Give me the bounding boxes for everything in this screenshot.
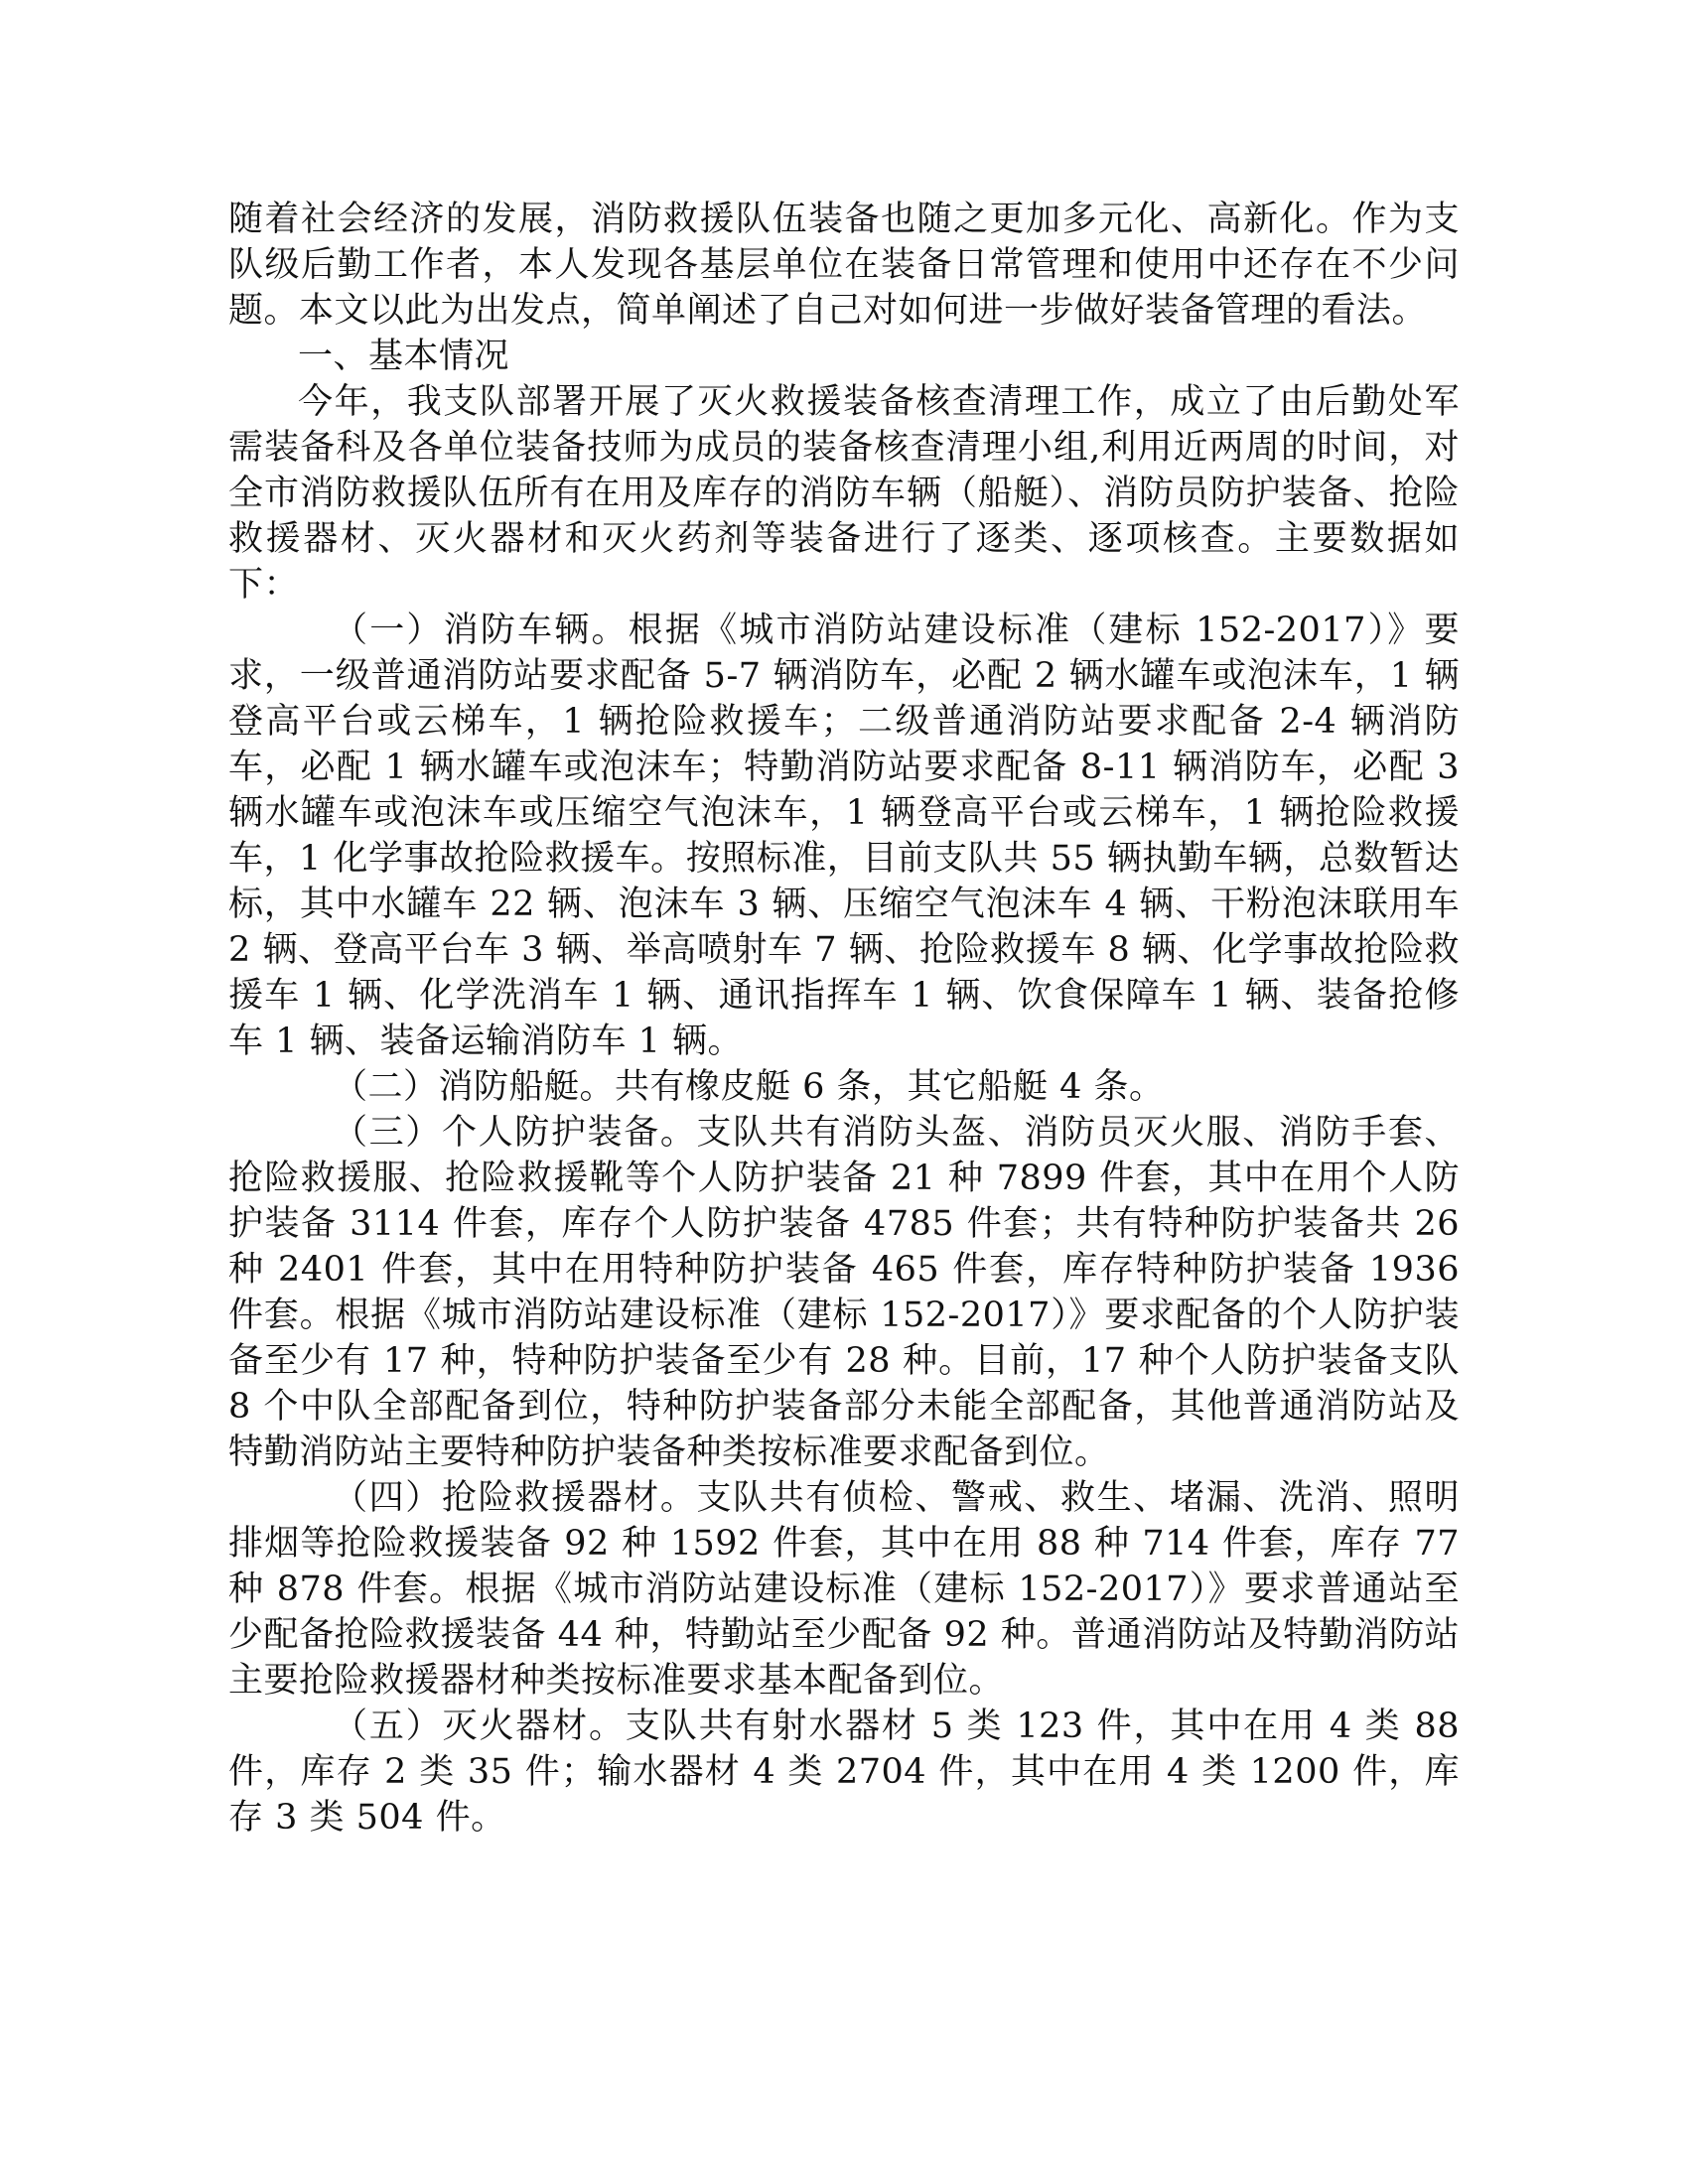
item-fire-boats: （二）消防船艇。共有橡皮艇 6 条，其它船艇 4 条。 [333, 1067, 1165, 1107]
section-body-paragraph: 今年，我支队部署开展了灭火救援装备核查清理工作，成立了由后勤处军需装备科及各单位装备技师为成员的装备核查清理小组,利用近两周的时间，对全市消防救援队伍所有在用及库存的消防车辆（船艇）、消防员防护装备、抢险救援器材、灭火器材和灭火药剂等装备进行了逐类、逐项核查。主要数据如下： [228, 382, 1460, 605]
item-firefighting-equipment: （五）灭火器材。支队共有射水器材 5 类 123 件，其中在用 4 类 88 件，库存 2 类 35 件；输水器材 4 类 2704 件，其中在用 4 类 1200 件，库存 3 类 504 件。 [228, 1706, 1460, 1838]
intro-paragraph: 随着社会经济的发展，消防救援队伍装备也随之更加多元化、高新化。作为支队级后勤工作者，本人发现各基层单位在装备日常管理和使用中还存在不少问题。本文以此为出发点，简单阐述了自己对如何进一步做好装备管理的看法。 [228, 200, 1460, 331]
document-page [228, 197, 1460, 1841]
item-personal-protective-equipment: （三）个人防护装备。支队共有消防头盔、消防员灭火服、消防手套、抢险救援服、抢险救援靴等个人防护装备 21 种 7899 件套，其中在用个人防护装备 3114 件套，库存个人防护装备 4785 件套；共有特种防护装备共 26 种 2401 件套，其中在用特种防护装备 465 件套，库存特种防护装备 1936 件套。根据《城市消防站建设标准（建标 152-2017）》要求配备的个人防护装备至少有 17 种，特种防护装备至少有 28 种。目前，17 种个人防护装备支队 8 个中队全部配备到位，特种防护装备部分未能全部配备，其他普通消防站及特勤消防站主要特种防护装备种类按标准要求配备到位。 [228, 1113, 1460, 1472]
item-fire-vehicles: （一）消防车辆。根据《城市消防站建设标准（建标 152-2017）》要求，一级普通消防站要求配备 5-7 辆消防车，必配 2 辆水罐车或泡沫车，1 辆登高平台或云梯车，1 辆抢险救援车；二级普通消防站要求配备 2-4 辆消防车，必配 1 辆水罐车或泡沫车；特勤消防站要求配备 8-11 辆消防车，必配 3 辆水罐车或泡沫车或压缩空气泡沫车，1 辆登高平台或云梯车，1 辆抢险救援车，1 化学事故抢险救援车。按照标准，目前支队共 55 辆执勤车辆，总数暂达标，其中水罐车 22 辆、泡沫车 3 辆、压缩空气泡沫车 4 辆、干粉泡沫联用车 2 辆、登高平台车 3 辆、举高喷射车 7 辆、抢险救援车 8 辆、化学事故抢险救援车 1 辆、化学洗消车 1 辆、通讯指挥车 1 辆、饮食保障车 1 辆、装备抢修车 1 辆、装备运输消防车 1 辆。 [228, 611, 1460, 1061]
section-heading-basic-situation: 一、基本情况 [298, 337, 510, 376]
item-rescue-equipment: （四）抢险救援器材。支队共有侦检、警戒、救生、堵漏、洗消、照明排烟等抢险救援装备 92 种 1592 件套，其中在用 88 种 714 件套，库存 77 种 878 件套。根据《城市消防站建设标准（建标 152-2017）》要求普通站至少配备抢险救援装备 44 种，特勤站至少配备 92 种。普通消防站及特勤消防站主要抢险救援器材种类按标准要求基本配备到位。 [228, 1478, 1460, 1701]
